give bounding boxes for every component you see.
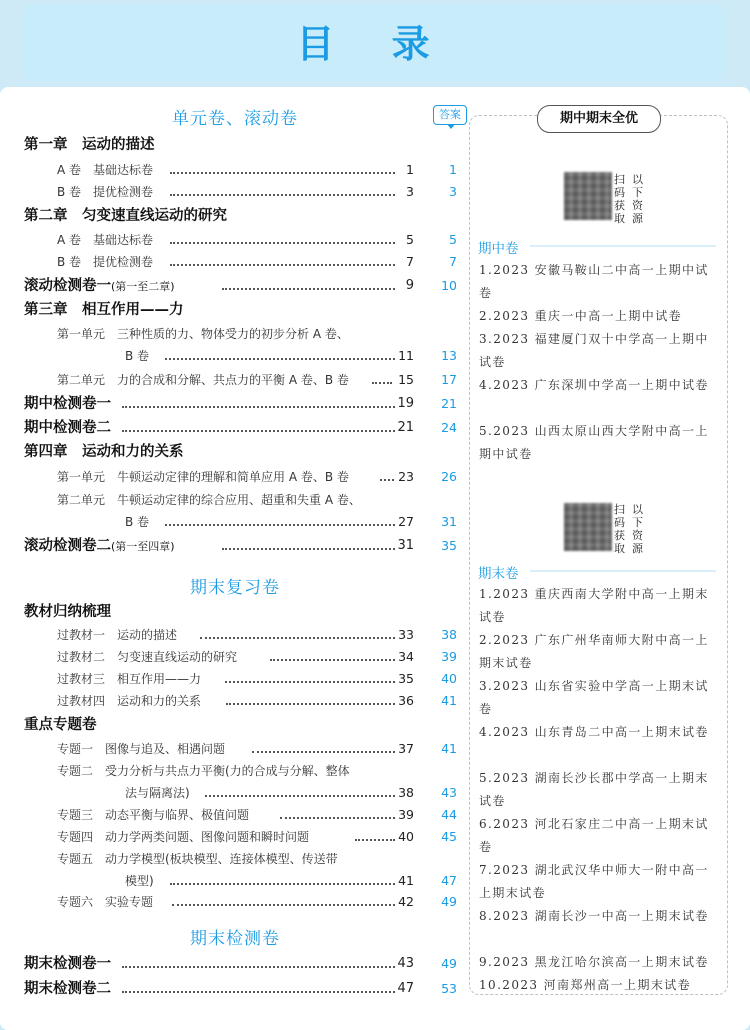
toc-row[interactable]: 第三章 相互作用——力: [24, 302, 184, 318]
final-item[interactable]: 7.2023 湖北武汉华中师大一附中高一上期末试卷: [479, 863, 709, 900]
final-item[interactable]: 2.2023 广东广州华南师大附中高一上期末试卷: [479, 633, 709, 670]
leader-dots: [222, 288, 395, 290]
exam-panel-header: 期中期末全优: [537, 105, 661, 133]
leader-dots: [165, 358, 395, 360]
toc-row[interactable]: 期末检测卷二 47 53: [24, 981, 457, 997]
toc-row[interactable]: 专题一 图像与追及、相遇问题 37 41: [57, 741, 457, 756]
leader-dots: [170, 264, 395, 266]
midterm-item[interactable]: 3.2023 福建厦门双十中学高一上期中试卷: [479, 332, 709, 369]
toc-row[interactable]: 期末检测卷一 43 49: [24, 956, 457, 972]
leader-dots: [122, 966, 395, 968]
final-item[interactable]: 5.2023 湖南长沙长郡中学高一上期末试卷: [479, 771, 709, 808]
final-item[interactable]: 10.2023 河南郑州高一上期末试卷: [479, 978, 692, 992]
toc-row[interactable]: B 卷 提优检测卷 3 3: [57, 184, 457, 199]
toc-row[interactable]: 教材归纳梳理: [24, 604, 111, 620]
toc-row[interactable]: 滚动检测卷二(第一至四章) 31 35: [24, 538, 457, 554]
final-title: 期末卷: [478, 566, 519, 582]
leader-dots: [122, 430, 395, 432]
toc-page: [0, 87, 750, 1030]
leader-dots: [222, 548, 395, 550]
toc-row[interactable]: 过教材四 运动和力的关系 36 41: [57, 693, 457, 708]
leader-dots: [170, 883, 395, 885]
leader-dots: [170, 194, 395, 196]
toc-row[interactable]: 法与隔离法) 38 43: [125, 785, 457, 800]
toc-row[interactable]: 专题三 动态平衡与临界、极值问题 39 44: [57, 807, 457, 822]
toc-row[interactable]: 滚动检测卷一(第一至二章) 9 10: [24, 278, 457, 294]
midterm-title: 期中卷: [478, 241, 519, 257]
page-title: 目 录: [296, 22, 452, 66]
section-title-unit: 单元卷、滚动卷: [172, 109, 298, 129]
toc-row[interactable]: 专题五 动力学模型(板块模型、连接体模型、传送带: [57, 852, 338, 866]
toc-row[interactable]: 第二单元 牛顿运动定律的综合应用、超重和失重 A 卷、: [57, 493, 361, 507]
toc-row[interactable]: 第一单元 三种性质的力、物体受力的初步分析 A 卷、: [57, 327, 349, 341]
toc-row[interactable]: 第二章 匀变速直线运动的研究: [24, 208, 227, 224]
toc-row[interactable]: B 卷 27 31: [125, 514, 457, 529]
toc-row[interactable]: 专题四 动力学两类问题、图像问题和瞬时问题 40 45: [57, 829, 457, 844]
leader-dots: [270, 659, 395, 661]
leader-dots: [380, 479, 394, 481]
title-banner: [22, 4, 726, 81]
final-item[interactable]: 1.2023 重庆西南大学附中高一上期末试卷: [479, 587, 709, 624]
toc-row[interactable]: 专题二 受力分析与共点力平衡(力的合成与分解、整体: [57, 764, 350, 778]
final-item[interactable]: 3.2023 山东省实验中学高一上期末试卷: [479, 679, 709, 716]
midterm-item[interactable]: 5.2023 山西太原山西大学附中高一上期中试卷: [479, 424, 709, 461]
leader-dots: [225, 681, 395, 683]
leader-dots: [122, 406, 395, 408]
section-title-review: 期末复习卷: [190, 578, 280, 598]
toc-row[interactable]: 第一章 运动的描述: [24, 137, 155, 153]
qr-code[interactable]: [564, 172, 612, 220]
toc-row[interactable]: B 卷 提优检测卷 7 7: [57, 254, 457, 269]
toc-row[interactable]: 期中检测卷二 21 24: [24, 420, 457, 436]
leader-dots: [226, 703, 395, 705]
toc-row[interactable]: 期中检测卷一 19 21: [24, 396, 457, 412]
divider: [530, 245, 716, 250]
qr-label: 扫 以 码 下 获 资 取 源: [614, 503, 643, 555]
toc-row[interactable]: 过教材三 相互作用——力 35 40: [57, 671, 457, 686]
midterm-item[interactable]: 4.2023 广东深圳中学高一上期中试卷: [479, 378, 709, 392]
toc-row[interactable]: B 卷 11 13: [125, 348, 457, 363]
toc-row[interactable]: 模型) 41 47: [125, 873, 457, 888]
final-item[interactable]: 4.2023 山东青岛二中高一上期末试卷: [479, 725, 709, 739]
divider: [530, 570, 716, 575]
midterm-item[interactable]: 1.2023 安徽马鞍山二中高一上期中试卷: [479, 263, 709, 300]
leader-dots: [372, 382, 392, 384]
leader-dots: [200, 637, 395, 639]
leader-dots: [165, 524, 395, 526]
toc-row[interactable]: 过教材一 运动的描述 33 38: [57, 627, 457, 642]
leader-dots: [172, 904, 395, 906]
toc-row[interactable]: 过教材二 匀变速直线运动的研究 34 39: [57, 649, 457, 664]
toc-row[interactable]: A 卷 基础达标卷 1 1: [57, 162, 457, 177]
qr-code[interactable]: [564, 503, 612, 551]
toc-row[interactable]: 专题六 实验专题 42 49: [57, 894, 457, 909]
leader-dots: [170, 172, 395, 174]
toc-row[interactable]: 重点专题卷: [24, 717, 97, 733]
qr-label: 扫 以 码 下 获 资 取 源: [614, 173, 643, 225]
toc-row[interactable]: 第二单元 力的合成和分解、共点力的平衡 A 卷、B 卷 15 17: [57, 372, 457, 387]
leader-dots: [252, 751, 395, 753]
midterm-item[interactable]: 2.2023 重庆一中高一上期中试卷: [479, 309, 683, 323]
answer-tag: 答案: [433, 105, 467, 125]
leader-dots: [355, 839, 395, 841]
toc-left-column: [0, 87, 470, 1030]
section-title-final: 期末检测卷: [190, 929, 280, 949]
leader-dots: [205, 795, 395, 797]
toc-row[interactable]: 第四章 运动和力的关系: [24, 444, 184, 460]
final-item[interactable]: 9.2023 黑龙江哈尔滨高一上期末试卷: [479, 955, 709, 969]
toc-row[interactable]: 第一单元 牛顿运动定律的理解和简单应用 A 卷、B 卷 23 26: [57, 469, 457, 484]
final-item[interactable]: 8.2023 湖南长沙一中高一上期末试卷: [479, 909, 709, 923]
leader-dots: [122, 991, 395, 993]
toc-row[interactable]: A 卷 基础达标卷 5 5: [57, 232, 457, 247]
leader-dots: [170, 242, 395, 244]
final-item[interactable]: 6.2023 河北石家庄二中高一上期末试卷: [479, 817, 709, 854]
leader-dots: [280, 817, 395, 819]
